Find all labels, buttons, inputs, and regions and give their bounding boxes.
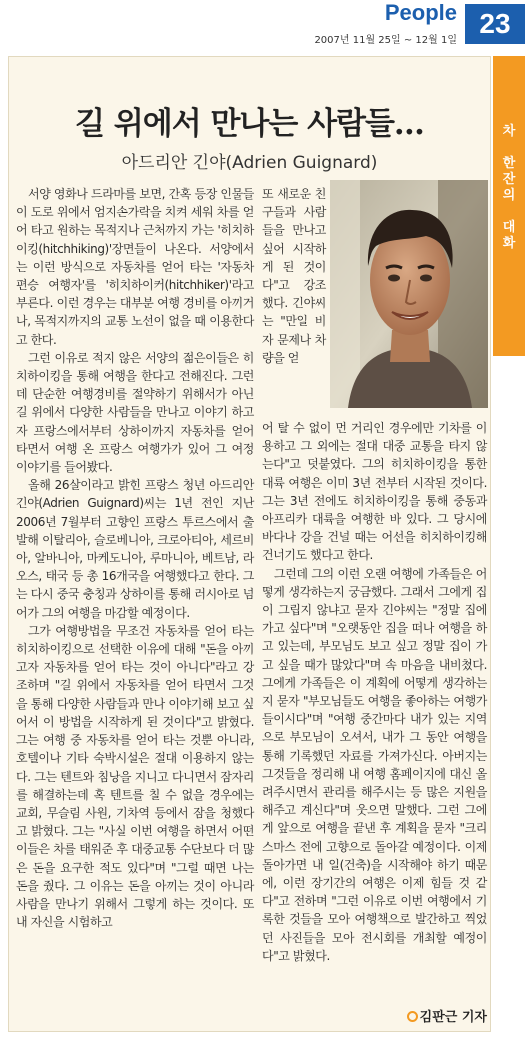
portrait-photo <box>330 180 488 408</box>
paragraph: 서양 영화나 드라마를 보면, 간혹 등장 인물들이 도로 위에서 엄지손가락을 치켜 세워 차를 얻어 타고 원하는 목적지나 근처까지 가는 '히치하이킹(hitchhiking)'장면들이 나온다. 서양에서는 이런 방식으로 자동차를 얻어 타는 '자동차 편승 여행자'를 '히치하이커(hitchhiker)'라고 부른다. 이런 경우는 대부분 여행 경비를 아끼거나, 목적지까지의 교통 노선이 없을 때 이용한다고 한다. <box>16 187 254 347</box>
article-title: 길 위에서 만나는 사람들… <box>75 106 424 142</box>
article-subtitle: 아드리안 긴야(Adrien Guignard) <box>121 153 378 173</box>
paragraph: 어 탈 수 없이 먼 거리인 경우에만 기차를 이용하고 그 외에는 절대 대중 교통을 타지 않는다"고 덧붙였다. 그의 히치하이킹을 통한 대륙 여행은 이미 3년 전부터 시작된 것이다. 그는 3년 전에도 히치하이킹을 통해 중동과 아프리카 대륙을 여행한 바 있다. 그 당시에 바다나 강을 건널 때는 어선을 히치하이킹해 건너기도 했다고 한다. <box>262 421 487 563</box>
paragraph: 그런데 그의 이런 오랜 여행에 가족들은 어떻게 생각하는지 궁금했다. 그래서 그에게 집이 그립지 않냐고 묻자 긴야씨는 "정말 집에 가고 싶다"며 "오랫동안 집을 떠나 여행을 하고 있는데, 부모님도 보고 싶고 정말 집이 가고 싶을 때가 많았다"며 속 마음을 내비쳤다. 그에게 가족들은 이 계획에 어떻게 생각하는지 묻자 "부모님들도 여행을 좋아하는 여행가들이시다"며 "여행 중간마다 내가 있는 지역으로 부모님이 오셔서, 내가 그 동안 여행을 통해 기록했던 자료를 가져가신다. 아버지는 그것들을 정리해 내 여행 홈페이지에 대신 올려주시면서 관리를 해주시는 등 많은 지원을 해주고 계신다"며 웃으면 말했다. 그런 그에게 앞으로 여행을 끝낸 후 계획을 묻자 "크리스마스 전에 고향으로 돌아갈 예정이다. 이제 돌아가면 내 일(건축)을 시작해야 하기 때문에, 이런 장기간의 여행은 이제 힘들 것 같다"고 전하며 "그런 이유로 이번 여행에서 기록한 것들을 모아 여행책으로 발간하고 찍었던 사진들을 모아 전시회를 개최할 예정이다"고 밝혔다. <box>262 566 487 963</box>
sidebar-label: 차 한 잔 의 대 화 <box>502 124 516 251</box>
byline-circle-icon <box>407 1011 418 1022</box>
paragraph: 그런 이유로 적지 않은 서양의 젊은이들은 히치하이킹을 통해 여행을 한다고 전해진다. 그런데 단순한 여행경비를 절약하기 위해서가 아닌 길 위에서 다양한 사람들을 만나고 이야기 하고자 프랑스에서부터 상하이까지 자동차를 얻어 타면서 여행 온 프랑스 여행가가 있어 그 여정 이야기를 들어봤다. <box>16 350 254 475</box>
page-number: 23 <box>465 4 525 44</box>
byline-name: 김판근 기자 <box>419 1010 487 1025</box>
column-sidebar <box>493 56 525 356</box>
issue-date: 2007년 11월 25일 ~ 12월 1일 <box>314 35 457 46</box>
byline <box>407 1006 487 1025</box>
paragraph: 그가 여행방법을 무조건 자동차를 얻어 타는 히치하이킹으로 선택한 이유에 대해 "돈을 아끼고자 자동차를 얻어 타는 것이 아니다"라고 강조하며 "길 위에서 자동차를 얻어 타면서 그것을 통해 다양한 사람들과 만나 이야기해 보고 싶어서 이 방법을 시작하게 된 것이다"고 밝혔다. 그는 여행 중 자동차를 얻어 타는 것뿐 아니라, 호텔이나 기타 숙박시설은 절대 이용하지 않는다. 그는 텐트와 침낭을 지니고 다니면서 잠자리를 해결하는데 혹 텐트를 칠 수 없을 경우에는 교회, 무슬림 사원, 기차역 등에서 잠을 청했다고 밝혔다. 그는 "사실 이번 여행을 하면서 어떤 이들은 차를 태워준 후 대중교통 수단보다 더 많은 돈을 요구한 적도 있다"며 "그럴 때면 나는 돈을 줬다. 그 이유는 돈을 아끼는 것이 아니라 사람을 만나기 위해서 그렇게 하는 것이다. 또 내 자신을 시험하고 <box>16 623 254 930</box>
paragraph: 올해 26살이라고 밝힌 프랑스 청년 아드리안 긴야(Adrien Guignard)씨는 1년 전인 지난 2006년 7월부터 고향인 프랑스 투르스에서 출발해 이탈리아, 슬로베니아, 크로아티아, 세르비아, 알바니아, 마케도니아, 루마니아, 베트남, 라오스, 태국 등 총 16개국을 여행했다고 한다. 그는 다시 중국 충칭과 상하이를 통해 러시아로 넘어가 그의 여행을 마감할 예정이다. <box>16 478 254 620</box>
page-header <box>0 0 529 50</box>
article-column-narrow <box>262 185 326 367</box>
paragraph: 또 새로운 친구들과 사람들을 만나고 싶어 시작하게 된 것이다"고 강조했다. 긴야씨는 "만일 비자 문제나 차량을 얻 <box>262 187 326 365</box>
article-column-left <box>16 185 254 931</box>
article-column-right <box>262 419 487 965</box>
section-title: People <box>384 0 457 25</box>
